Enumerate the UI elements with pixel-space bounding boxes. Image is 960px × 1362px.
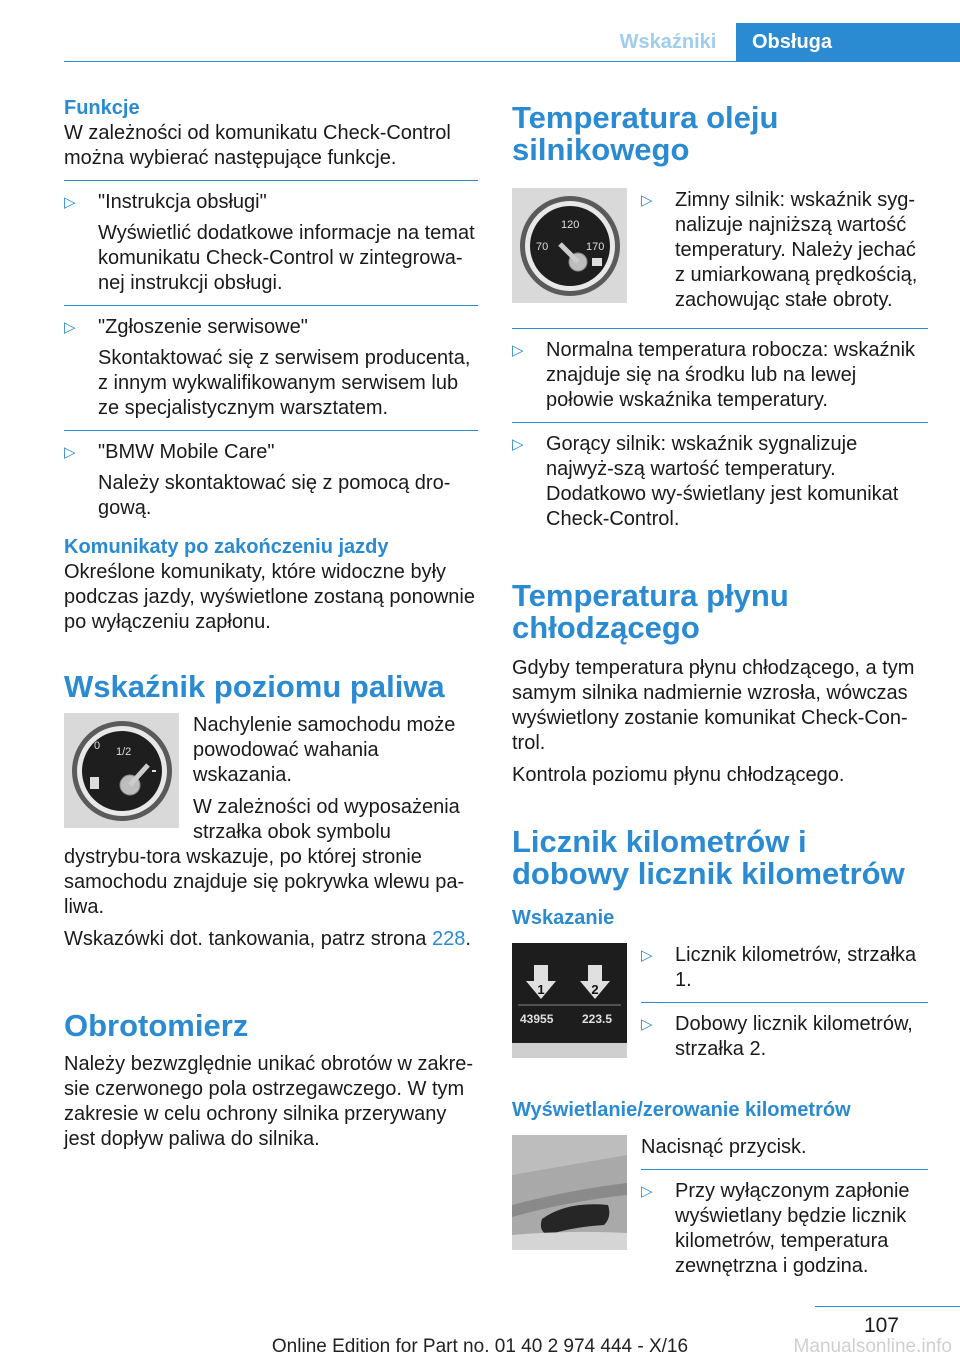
right-column xyxy=(512,96,928,1285)
reset-list xyxy=(641,1179,928,1279)
watermark: Manualsonline.info xyxy=(793,1336,952,1357)
plyn-heading: Temperatura płynu chłodzącego xyxy=(512,578,789,645)
wskazanie-item-text: Dobowy licznik kilometrów, strzałka 2. xyxy=(675,1013,913,1060)
funkcje-list xyxy=(64,190,478,521)
arrow-2-label: 2 xyxy=(591,982,599,997)
page-number: 107 xyxy=(863,1314,899,1337)
arrow-1-label: 1 xyxy=(537,982,545,997)
wskazanie-item-text: Licznik kilometrów, strzałka 1. xyxy=(675,944,917,991)
list-item xyxy=(641,188,928,313)
header-rule xyxy=(64,61,960,62)
divider xyxy=(512,328,928,329)
list-item xyxy=(641,1179,928,1279)
tab-obsluga[interactable]: Obsługa xyxy=(736,23,960,61)
olej-list-2 xyxy=(512,338,928,532)
plyn-p1: Gdyby temperatura płynu chłodzącego, a tym samym silnika nadmiernie wzrosła, wówczas wyświetlony zostanie komunikat Check-Con‐trol. xyxy=(512,657,915,754)
funkcje-item-title: "BMW Mobile Care" xyxy=(98,441,275,463)
obrotomierz-text: Należy bezwzględnie unikać obrotów w zakre‐sie czerwonego pola ostrzegawczego. W tym zakresie w celu ochrony silnika przerywany jest dopływ paliwa do silnika. xyxy=(64,1053,474,1150)
funkcje-item-title: "Instrukcja obsługi" xyxy=(98,191,267,213)
paliwo-p3-text: Wskazówki dot. tankowania, patrz strona xyxy=(64,928,432,950)
triangle-right-icon: ▷ xyxy=(641,1183,653,1200)
komunikaty-heading: Komunikaty po zakończeniu jazdy xyxy=(64,536,389,558)
paliwo-p1: Nachylenie samochodu może powodować wahania wskazania. xyxy=(193,714,456,786)
olej-list xyxy=(641,188,928,313)
reset-text-wrap xyxy=(641,1135,928,1279)
wskazanie-list xyxy=(641,943,928,1062)
oil-high-label: 170 xyxy=(586,241,605,253)
funkcje-item-text: Wyświetlić dodatkowe informacje na temat komunikatu Check-Control w zintegrowa‐nej instrukcji obsługi. xyxy=(98,222,475,294)
footer-edition: Online Edition for Part no. 01 40 2 974 444 - X/16 xyxy=(271,1336,689,1357)
reset-button-image xyxy=(512,1135,627,1255)
funkcje-intro: W zależności od komunikatu Check-Control można wybierać następujące funkcje. xyxy=(64,122,451,169)
oil-low-label: 70 xyxy=(536,241,549,253)
funkcje-item-text: Należy skontaktować się z pomocą dro‐gową. xyxy=(98,472,451,519)
triangle-right-icon: ▷ xyxy=(512,436,524,453)
reset-item-text: Przy wyłączonym zapłonie wyświetlany będzie licznik kilometrów, temperatura zewnętrzna i godzina. xyxy=(675,1180,910,1277)
divider xyxy=(641,1002,928,1003)
wskazanie-list-wrap xyxy=(641,943,928,1062)
paliwo-heading: Wskaźnik poziomu paliwa xyxy=(64,669,445,704)
triangle-right-icon: ▷ xyxy=(512,342,524,359)
funkcje-heading: Funkcje xyxy=(64,97,140,119)
footer-rule xyxy=(815,1306,960,1307)
paliwo-p2: W zależności od wyposażenia strzałka obok symbolu dystrybu‐tora wskazuje, po której stronie samochodu znajduje się pokrywka wlewu pa‐liwa. xyxy=(64,796,465,918)
divider xyxy=(512,422,928,423)
divider xyxy=(64,430,478,431)
fuel-gauge-image xyxy=(64,713,179,833)
olej-item-text: Gorący silnik: wskaźnik sygnalizuje najwyż‐szą wartość temperatury. Dodatkowo wy‐świetlany jest komunikat Check-Control. xyxy=(546,433,899,530)
list-item xyxy=(64,440,478,521)
odometer-image xyxy=(512,943,627,1063)
svg-text:0: 0 xyxy=(94,740,101,752)
funkcje-item-text: Skontaktować się z serwisem producenta, z innym wykwalifikowanym serwisem lub ze specjalistycznym warsztatem. xyxy=(98,347,471,419)
triangle-right-icon: ▷ xyxy=(64,444,76,461)
tab-wskazniki[interactable]: Wskaźniki xyxy=(619,31,717,53)
page-link-228[interactable]: 228 xyxy=(431,928,466,950)
divider xyxy=(64,305,478,306)
triangle-right-icon: ▷ xyxy=(64,319,76,336)
funkcje-item-title: "Zgłoszenie serwisowe" xyxy=(98,316,308,338)
licznik-heading: Licznik kilometrów i dobowy licznik kilometrów xyxy=(512,824,905,891)
odometer-trip: 223.5 xyxy=(582,1012,613,1026)
reset-heading: Wyświetlanie/zerowanie kilometrów xyxy=(512,1099,851,1121)
wskazanie-heading: Wskazanie xyxy=(512,907,615,929)
list-item xyxy=(512,338,928,413)
reset-p: Nacisnąć przycisk. xyxy=(641,1136,807,1158)
oil-gauge-image xyxy=(512,188,627,308)
list-item xyxy=(512,432,928,532)
obrotomierz-heading: Obrotomierz xyxy=(64,1008,249,1043)
olej-heading: Temperatura oleju silnikowego xyxy=(512,100,779,167)
list-item xyxy=(641,943,928,993)
fuel-half-label: 1/2 xyxy=(116,746,132,758)
oil-mid-label: 120 xyxy=(561,219,580,231)
triangle-right-icon: ▷ xyxy=(64,194,76,211)
olej-list-top xyxy=(641,188,928,313)
list-item xyxy=(64,315,478,421)
olej-item-text: Normalna temperatura robocza: wskaźnik znajduje się na środku lub na lewej połowie wskaźnika temperatury. xyxy=(546,339,916,411)
list-item xyxy=(64,190,478,296)
triangle-right-icon: ▷ xyxy=(641,1016,653,1033)
komunikaty-text: Określone komunikaty, które widoczne były podczas jazdy, wyświetlone zostaną ponownie po wyłączeniu zapłonu. xyxy=(64,561,475,633)
plyn-p2: Kontrola poziomu płynu chłodzącego. xyxy=(512,764,845,786)
list-item xyxy=(641,1012,928,1062)
divider xyxy=(64,180,478,181)
paliwo-p3-end: . xyxy=(465,928,471,950)
olej-item-text: Zimny silnik: wskaźnik syg‐nalizuje najniższą wartość temperatury. Należy jechać z umiarkowaną prędkością, zachowując stałe obroty. xyxy=(675,189,918,311)
triangle-right-icon: ▷ xyxy=(641,947,653,964)
paliwo-p3 xyxy=(64,927,478,952)
left-column xyxy=(64,96,478,1159)
odometer-total: 43955 xyxy=(520,1012,554,1026)
triangle-right-icon: ▷ xyxy=(641,192,653,209)
divider xyxy=(641,1169,928,1170)
